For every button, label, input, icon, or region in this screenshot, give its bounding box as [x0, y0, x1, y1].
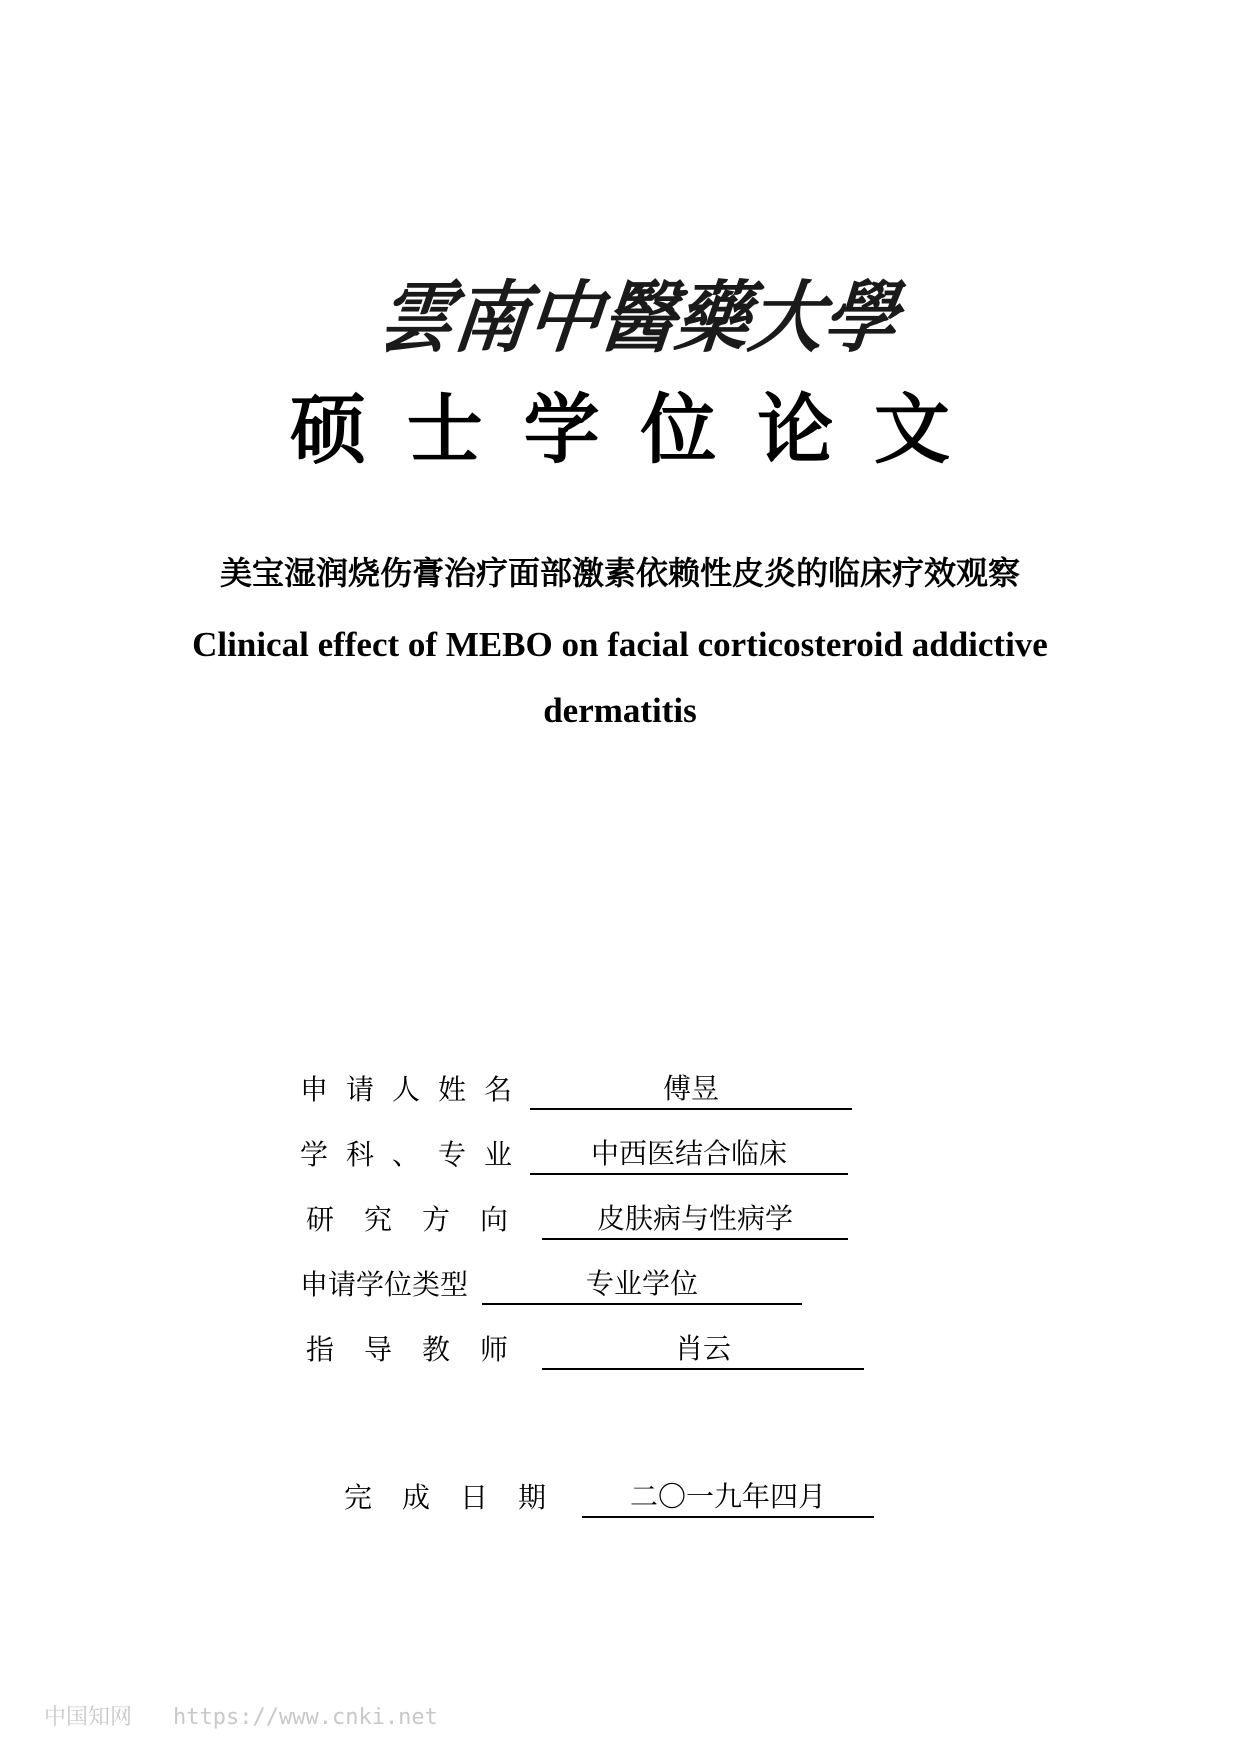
- logo-char-1: 雲: [374, 273, 459, 364]
- watermark-url: https://www.cnki.net: [173, 1705, 438, 1730]
- date-label: 完成日期: [344, 1481, 577, 1514]
- supervisor-label: 指导教师: [306, 1333, 539, 1366]
- info-row-supervisor: [306, 1326, 864, 1370]
- logo-char-6: 大: [744, 273, 829, 364]
- thesis-title-en: Clinical effect of MEBO on facial corticosteroid addictive dermatitis: [192, 625, 1048, 730]
- degree-title-char-5: 论: [757, 385, 834, 474]
- major-value: 中西医结合临床: [530, 1140, 848, 1175]
- degree-title-char-6: 文: [873, 385, 950, 474]
- logo-char-2: 南: [448, 273, 533, 364]
- degree-type-label: 申请学位类型: [300, 1268, 469, 1301]
- degree-title: [290, 380, 950, 480]
- degree-title-char-1: 硕: [290, 385, 366, 474]
- logo-char-4: 醫: [596, 273, 681, 364]
- degree-title-char-2: 士: [406, 385, 483, 474]
- degree-type-value: 专业学位: [482, 1270, 802, 1305]
- applicant-label: 申请人姓名: [300, 1073, 531, 1106]
- direction-value: 皮肤病与性病学: [542, 1205, 848, 1240]
- info-row-direction: [306, 1196, 848, 1240]
- direction-label: 研究方向: [306, 1203, 539, 1236]
- thesis-title-cn: 美宝湿润烧伤膏治疗面部激素依赖性皮炎的临床疗效观察: [219, 554, 1020, 592]
- info-row-major: [300, 1131, 848, 1175]
- degree-title-char-4: 位: [640, 385, 717, 474]
- watermark-source: 中国知网: [44, 1705, 133, 1730]
- applicant-value: 傅昱: [530, 1075, 852, 1110]
- info-row-applicant: [300, 1066, 852, 1110]
- logo-char-5: 藥: [670, 273, 755, 364]
- degree-title-char-3: 学: [523, 385, 600, 474]
- info-row-degree-type: [300, 1261, 802, 1305]
- supervisor-value: 肖云: [542, 1335, 864, 1370]
- cnki-watermark: [44, 1700, 438, 1731]
- university-logo: [374, 262, 903, 364]
- logo-char-7: 學: [818, 273, 903, 364]
- date-value: 二〇一九年四月: [582, 1483, 874, 1518]
- logo-char-3: 中: [522, 273, 607, 364]
- info-row-date: [344, 1474, 874, 1518]
- major-label: 学科、专业: [300, 1138, 531, 1171]
